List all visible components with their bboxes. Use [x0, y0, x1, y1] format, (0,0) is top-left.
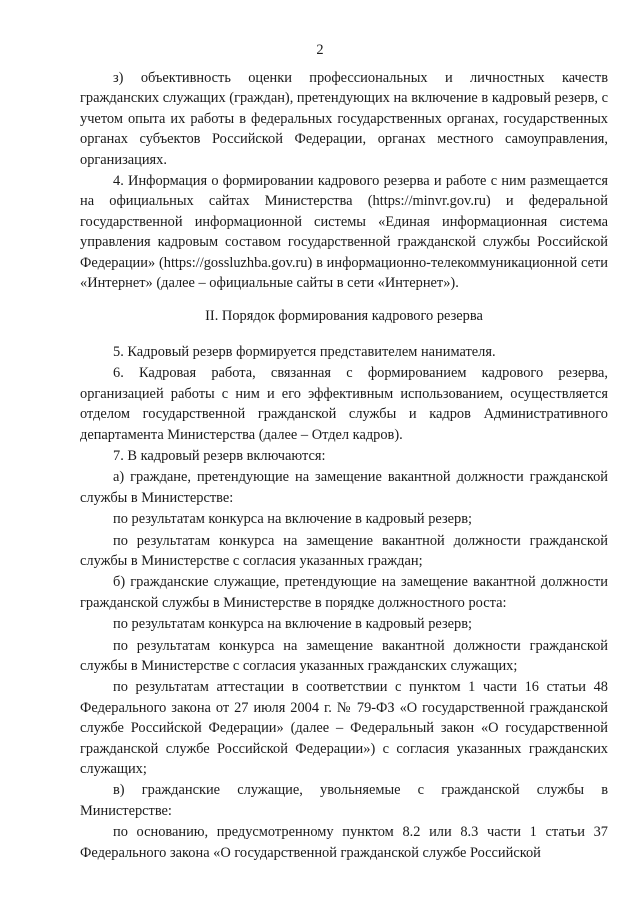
paragraph-7b-contest-reserve: по результатам конкурса на включение в кадровый резерв;: [113, 616, 473, 633]
page-number: 2: [316, 42, 324, 58]
document-body: [80, 68, 608, 864]
paragraph-7b-contest-vacancy: по результатам конкурса на замещение вакантной должности гражданской службы в Министерстве с согласия указанных гражданских служащих;: [80, 637, 608, 674]
paragraph-7b-attestation: по результатам аттестации в соответствии с пунктом 1 части 16 статьи 48 Федерального закона от 27 июля 2004 г. № 79-ФЗ «О государственной гражданской службе Российской Федерации» (далее – Федеральный закон «О государственной гражданской службе Российской Федерации») с согласия указанных гражданских служащих;: [80, 679, 608, 777]
paragraph-7a: а) граждане, претендующие на замещение вакантной должности гражданской службы в Министерстве:: [80, 469, 608, 506]
paragraph-item-z: з) объективность оценки профессиональных и личностных качеств гражданских служащих (граждан), претендующих на включение в кадровый резерв, с учетом опыта их работы в федеральных государственных органах, государственных органах субъектов Российской Федерации, органах местного самоуправления, организациях.: [80, 70, 608, 168]
paragraph-7: 7. В кадровый резерв включаются:: [113, 447, 326, 464]
paragraph-7v: в) гражданские служащие, увольняемые с гражданской службы в Министерстве:: [80, 782, 608, 819]
paragraph-5: 5. Кадровый резерв формируется представителем нанимателя.: [113, 343, 496, 360]
paragraph-7a-contest-reserve: по результатам конкурса на включение в кадровый резерв;: [113, 511, 473, 528]
paragraph-4-information: 4. Информация о формировании кадрового резерва и работе с ним размещается на официальных сайтах Министерства (https://minvr.gov.ru) и федеральной государственной информационной системы «Единая информационная система управления кадровым составом государственной гражданской службы Российской Федерации» (https://gossluzhba.gov.ru) в информационно-телекоммуникационной сети «Интернет» (далее – официальные сайты в сети «Интернет»).: [80, 173, 608, 292]
paragraph-7v-grounds: по основанию, предусмотренному пунктом 8.2 или 8.3 части 1 статьи 37 Федерального закона «О государственной гражданской службе Российской: [80, 824, 608, 861]
paragraph-7a-contest-vacancy: по результатам конкурса на замещение вакантной должности гражданской службы в Министерстве с согласия указанных граждан;: [80, 532, 608, 569]
section-heading: II. Порядок формирования кадрового резерва: [205, 308, 483, 325]
paragraph-6: 6. Кадровая работа, связанная с формированием кадрового резерва, организацией работы с ним и его эффективным использованием, осуществляется отделом государственной гражданской службы и кадров Административного департамента Министерства (далее – Отдел кадров).: [80, 365, 608, 443]
paragraph-7b: б) гражданские служащие, претендующие на замещение вакантной должности гражданской службы в Министерстве в порядке должностного роста:: [80, 574, 608, 611]
